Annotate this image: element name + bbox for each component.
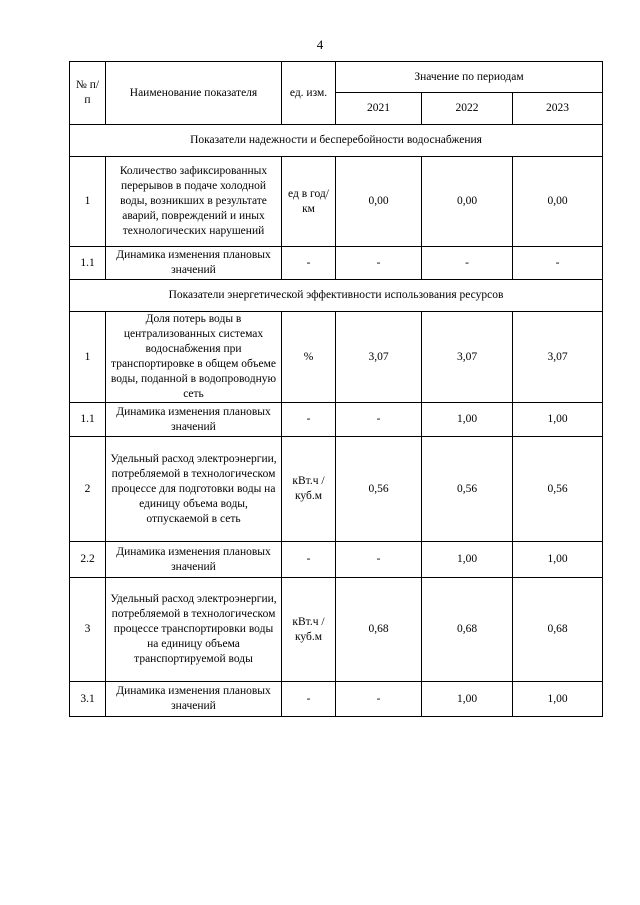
row-unit: % bbox=[282, 312, 336, 403]
header-year: 2023 bbox=[513, 93, 603, 125]
row-unit: - bbox=[282, 247, 336, 280]
row-name: Динамика изменения плановых значений bbox=[106, 403, 282, 437]
header-name: Наименование показателя bbox=[106, 62, 282, 125]
row-value: 3,07 bbox=[422, 312, 513, 403]
row-value: - bbox=[336, 403, 422, 437]
section-title: Показатели энергетической эффективности использования ресурсов bbox=[70, 280, 603, 312]
row-num: 2 bbox=[70, 437, 106, 542]
row-value: 3,07 bbox=[513, 312, 603, 403]
row-value: 0,00 bbox=[336, 157, 422, 247]
section-title: Показатели надежности и бесперебойности водоснабжения bbox=[70, 125, 603, 157]
row-unit: кВт.ч / куб.м bbox=[282, 437, 336, 542]
row-name: Динамика изменения плановых значений bbox=[106, 542, 282, 578]
row-value: - bbox=[336, 682, 422, 717]
row-value: 1,00 bbox=[422, 542, 513, 578]
row-num: 1 bbox=[70, 157, 106, 247]
row-value: 3,07 bbox=[336, 312, 422, 403]
header-year: 2021 bbox=[336, 93, 422, 125]
row-value: 1,00 bbox=[422, 403, 513, 437]
row-unit: - bbox=[282, 542, 336, 578]
row-value: 1,00 bbox=[513, 682, 603, 717]
row-unit: - bbox=[282, 682, 336, 717]
row-value: 0,68 bbox=[422, 578, 513, 682]
row-name: Динамика изменения плановых значений bbox=[106, 247, 282, 280]
row-num: 1.1 bbox=[70, 247, 106, 280]
row-value: 1,00 bbox=[513, 403, 603, 437]
row-value: 1,00 bbox=[513, 542, 603, 578]
header-period-group: Значение по периодам bbox=[336, 62, 603, 93]
row-name: Доля потерь воды в централизованных системах водоснабжения при транспортировке в общем объеме воды, поданной в водопроводную сеть bbox=[106, 312, 282, 403]
row-value: 0,00 bbox=[422, 157, 513, 247]
row-value: 0,00 bbox=[513, 157, 603, 247]
row-num: 3 bbox=[70, 578, 106, 682]
row-num: 2.2 bbox=[70, 542, 106, 578]
row-value: - bbox=[422, 247, 513, 280]
row-num: 1.1 bbox=[70, 403, 106, 437]
row-value: 0,56 bbox=[422, 437, 513, 542]
header-year: 2022 bbox=[422, 93, 513, 125]
row-value: 1,00 bbox=[422, 682, 513, 717]
row-name: Удельный расход электроэнергии, потребляемой в технологическом процессе транспортировки воды на единицу объема транспортируемой воды bbox=[106, 578, 282, 682]
page-number: 4 bbox=[316, 37, 324, 52]
row-unit: кВт.ч / куб.м bbox=[282, 578, 336, 682]
row-value: 0,68 bbox=[336, 578, 422, 682]
row-unit: ед в год/ км bbox=[282, 157, 336, 247]
row-value: 0,56 bbox=[336, 437, 422, 542]
header-num: № п/п bbox=[70, 62, 106, 125]
row-name: Удельный расход электроэнергии, потребляемой в технологическом процессе для подготовки воды на единицу объема воды, отпускаемой в сеть bbox=[106, 437, 282, 542]
row-value: - bbox=[336, 247, 422, 280]
row-value: - bbox=[513, 247, 603, 280]
row-value: 0,56 bbox=[513, 437, 603, 542]
row-name: Количество зафиксированных перерывов в подаче холодной воды, возникших в результате аварий, повреждений и иных технологических нарушений bbox=[106, 157, 282, 247]
row-unit: - bbox=[282, 403, 336, 437]
indicators-table bbox=[69, 61, 603, 717]
row-num: 3.1 bbox=[70, 682, 106, 717]
row-name: Динамика изменения плановых значений bbox=[106, 682, 282, 717]
row-value: 0,68 bbox=[513, 578, 603, 682]
header-unit: ед. изм. bbox=[282, 62, 336, 125]
row-value: - bbox=[336, 542, 422, 578]
row-num: 1 bbox=[70, 312, 106, 403]
